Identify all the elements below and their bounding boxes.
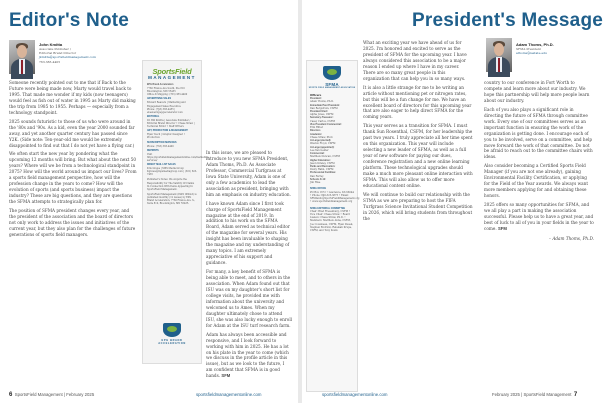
- officer-name: Chase Straw, Ph.D.: [310, 135, 334, 139]
- masthead-box: SportsField MANAGEMENT EPG Brand Acceleration 7760 France Ave South, Ste 810 Bloomington, MN 55435 Office & Shipping: (763) 383-4400 ADVERTISING SALES Edward Beavers | Marketing and Engagement Sales Executive Phone: (763) 383-4455 | ebeavers@epgaccelerator.com EDITORIAL Dr. Bill Kmitta | Associate Publisher / Editorial Brand Director • Chase Straw | Technical Editor • Staff Writers ART, PRODUCTION & MANAGEMENT Ryan Tosch | Graphic Designer • Production SUBSCRIPTION SERVICES Phone: (763) 383-4400 REPRINTS Visit https://sportsfieldmanagementonline.com/marketing-services/ DIRECT MAIL LIST SALES Kris Grewe | MPS Media Group Kgrewe@mpsmediagroup.com | (631) 823-7435 Publisher's Notes: We Acquire the Responsibility for The Validity Of Claims In Connection With Items Appearing In SportsField Management. SportsField Management (ISSN 0894-6) is published monthly (12 issues) by EPG Brand Acceleration, 7760 France Ave. S., Suite 810, Bloomington, MN 55435. EPG BRAND ACCELERATION: [142, 60, 202, 364]
- officer-role: Vice President Commercial:: [310, 122, 342, 126]
- editors-note-column-2: [206, 150, 292, 382]
- officer-role: Professional Facilities:: [310, 171, 337, 175]
- end-mark: SFM: [221, 373, 231, 379]
- officer-name: Dusty Hahn, CSFM: [310, 168, 334, 172]
- paragraph: It is also a little strange for me to be writing an article without mentioning pet or nitrogen rates, but this will be a fun change for me. We have an excellent board of directors for this upcoming year that are also eager to help direct SFMA for the coming years.: [363, 84, 472, 120]
- officer-name: Matthew Duncan, CSFM: [310, 155, 340, 159]
- editors-note-page: [0, 0, 298, 403]
- officer-name: Adam Thoms, Ph.D.: [310, 100, 334, 104]
- author-name: John Kmitta: [39, 42, 63, 47]
- author-title: Associate Publisher /: [39, 47, 71, 52]
- paragraph: We often start the new year by pondering what the upcoming 12 months will bring. But what about the next 50 years? Where will we be from a technological standpoint in 2075? How will the world around us impact our lives? From a sports field management perspective, how will the profession change in the years to come? How will the evolution of sports (and sports business) impact the industry? These are big questions, and they are questions the SFMA attempts to strategically plan for.: [9, 151, 137, 205]
- paragraph: I have known Adam since I first took charge of SportsField Management magazine at the end of 2019. In addition to his work on the SFMA Board, Adam served as technical editor of the magazine for several years. His insight has been invaluable to shaping the magazine and my understanding of many topics. I am extremely appreciative of his support and guidance.: [206, 200, 290, 266]
- paragraph: 2025 sounds futuristic to those of us who were around in the '80s and '90s. As a kid, even the year 2000 sounded far away, and yet another quarter century has passed since Y2K. (Side note: Ten-year-old me would be extremely disappointed to find out that I do not yet have a flying car.): [9, 118, 135, 148]
- paragraph: Someone recently pointed out to me that if Back to the Future were being made now, Marty would travel back to 1995. That made me wonder if my kids (now teenagers) would feel as fish out of water in 1995 as Marty did making the trip from 1985 to 1955. Perhaps — especially from a technology standpoint.: [9, 80, 136, 115]
- sfma-logo: SFMA SPORTS FIELD MANAGEMENT ASSOCIATION: [307, 61, 357, 89]
- author-email[interactable]: athoms@iastate.edu: [516, 51, 547, 56]
- paragraph: 2025 offers so many opportunities for SFMA, and we all play a part in making the association successful. Please help us to have a great year, and best of luck to all of you in your fields in the year to come. SFM: [484, 202, 594, 231]
- officer-role: Parks and Recreation:: [310, 164, 336, 168]
- paragraph: country to our conference in Fort Worth to compete and learn more about our industry. We hope this partnership will help more people learn about our industry.: [484, 80, 590, 103]
- page-title: Editor's Note: [9, 10, 130, 31]
- officer-role: Higher Education:: [310, 158, 331, 162]
- officer-name: Dan Farrey: [310, 174, 324, 178]
- paragraph: Each of you also plays a significant role in directing the future of SFMA through committee work. Every one of our committees serves as an important function in ensuring the work of the organization is getting done. I encourage each of you to be involved, serve on a committee, and help move forward the work of that committee. Do not be afraid to reach out to the committee chairs with ideas.: [484, 106, 593, 160]
- paragraph: We will continue to build our relationship with the STMA as we are preparing to host the FIFA Turfgrass Science Invitational Student Competition in 2026, which will bring students from throughout the: [363, 191, 473, 221]
- paragraph: Also consider becoming a Certified Sports Field Manager (if you are not one already), gaining Environmental Facility Certification, or applying for the Field of the Year awards. We always want more members applying for and obtaining these honors.: [484, 163, 589, 199]
- officer-role: At-Large (elected):: [310, 139, 332, 143]
- president-byline: [516, 42, 596, 55]
- paragraph: For many, a key benefit of SFMA is being able to meet, and to others in the association. When Adam found out that ISU was on my daughter's short list for college visits, he provided me with information about the university and welcomed us to Ames. When my daughter ultimately chose to attend ISU, she was also lucky enough to enroll for Adam at the ISU turf research farm.: [206, 269, 293, 328]
- page-footer: February 2025 | SportsField Management 7: [492, 392, 578, 398]
- epg-logo-icon: [163, 323, 181, 337]
- footer-url: sportsfieldmanagementonline.com: [322, 392, 388, 397]
- officer-name: Dan Bergstrom, CSFM: [310, 106, 338, 110]
- presidents-message-column-2: [484, 80, 594, 242]
- author-photo: [9, 40, 35, 74]
- officer-name: Erin Ritter: [310, 126, 323, 130]
- paragraph: In this issue, we are pleased to introduce to you new SFMA President, Adam Thoms, Ph.D. As Associate Professor, Commercial Turfgrass at Iowa State University, Adam is one of only a few academics to lead the association as president, bringing with him an emphasis on industry education.: [206, 150, 291, 197]
- officer-role: Directors: [310, 129, 321, 133]
- epg-badge: EPG BRAND ACCELERATION: [143, 323, 201, 345]
- paragraph: What an exciting year we have ahead of us for 2025. I'm honored and excited to serve as the president of SFMA for the upcoming year. I have always considered this association to be a major reason I ended up where I have in my career. There are so many great people in this organization that can help you in so many ways.: [363, 40, 467, 81]
- officer-role: Academic:: [310, 132, 323, 136]
- end-mark: SFM: [498, 225, 507, 231]
- officer-role: At-Large (appointed):: [310, 145, 335, 149]
- officer-role: President Elect:: [310, 109, 329, 113]
- president-photo: [486, 38, 512, 72]
- page-title: President's Message: [412, 10, 603, 31]
- officer-name: Alpha Jones, CSFM: [310, 113, 334, 117]
- officer-name: Jason Kiteley, CSFM: [310, 161, 335, 165]
- author-byline: [39, 42, 134, 64]
- officer-name: Lee Van Gelder: [310, 148, 329, 152]
- signature: – Adam Thoms, Ph.D.: [548, 235, 594, 241]
- author-name: Adam Thoms, Ph.D.: [516, 42, 554, 47]
- paragraph: This year serves as a transition for SFMA. I must thank Sun Rosenthal, CSFM, for her leadership the past two years. I truly appreciate all her time spent on this organization. This year will include selecting a new leader of SFMA, as well as a full year of new software for paying our dues, conference registration and a new online learning platform. These technological upgrades should make a much more pleasant online interaction with SFMA. This will also allow us to offer more educational content online.: [363, 123, 473, 188]
- author-title: SFMA President: [516, 47, 541, 52]
- officer-row: [310, 178, 354, 184]
- officer-name: Weston Floyd, CSFM: [310, 142, 336, 146]
- officer-name: Casey Carlos, CSFM: [310, 119, 335, 123]
- presidents-message-page: [302, 0, 603, 403]
- author-phone: 763-383-4405: [39, 59, 61, 64]
- sfma-logo-icon: [323, 66, 341, 80]
- footer-url: sportsfieldmanagementonline.com: [196, 392, 262, 397]
- officer-role: Schools K-12:: [310, 177, 326, 181]
- editors-note-column-1: [9, 80, 137, 241]
- officer-role: President:: [310, 97, 322, 101]
- page-footer: 6 SportsField Management | February 2025: [9, 392, 95, 398]
- officer-role: Secretary-Treasurer:: [310, 116, 334, 120]
- officer-role: Commercial:: [310, 152, 325, 156]
- officer-role: Immediate Past President:: [310, 103, 340, 107]
- officers-sidebar: SFMA SPORTS FIELD MANAGEMENT ASSOCIATION Officers President: Adam Thoms, Ph.D. Immediate Past President: Dan Bergstrom, CSFM President Elect: Alpha Jones, CSFM Secretary-Treasurer: Casey Carlos, CSFM Vice President Commercial: Erin Ritter Directors Academic: Chase Straw, Ph.D. At-Large (elected): Weston Floyd, CSFM At-Large (appointed): Lee Van Gelder Commercial: Matthew Duncan, CSFM Higher Education: Jason Kiteley, CSFM Parks and Recreation: Dusty Hahn, CSFM Professional Facilities: Dan Farrey Schools K-12: Jim Hise SFMA OFFICE PO Box 1672 • Lawrence, KS 66044 • Phone: 800-323-3875 • Email: SFMAinfo@SportsFieldManagement.org • www.sportsfieldmanagement.org SFMA EDITORIAL COMMITTEE Chair: Brad Fresenburg, CSFM • Vice Chair: Chase Straw • Board Liaison: Chase Straw, Ph.D. • Members: Matthew Anna, CSFM, Joe Cousineau, CSFM, Ryan Dusek, Stephen Endrizzi, Rebekah Krupa, CSFM, and Tony Koski.: [306, 60, 358, 392]
- author-email[interactable]: jkmitta@sportsfieldmanagement.com: [39, 55, 96, 60]
- sportsfield-logo: SportsField MANAGEMENT: [148, 67, 196, 80]
- author-title-2: Editorial Brand Director: [39, 51, 77, 56]
- presidents-message-column-1: [363, 40, 473, 225]
- paragraph: The position of SFMA president changes every year, and the president of the association and the board of directors not only work to address the issues and initiatives of the current year, but they also plan for the challenges of future generations of sports field managers.: [9, 208, 136, 237]
- officer-name: Jim Hise: [310, 181, 321, 185]
- paragraph: Adam has always been accessible and responsive, and I look forward to working with him in 2025. He has a lot on his plate in the year to come (which we discuss in the profile article in this issue), but as we look to the future, I am confident that SFMA is in good hands. SFM: [206, 331, 289, 379]
